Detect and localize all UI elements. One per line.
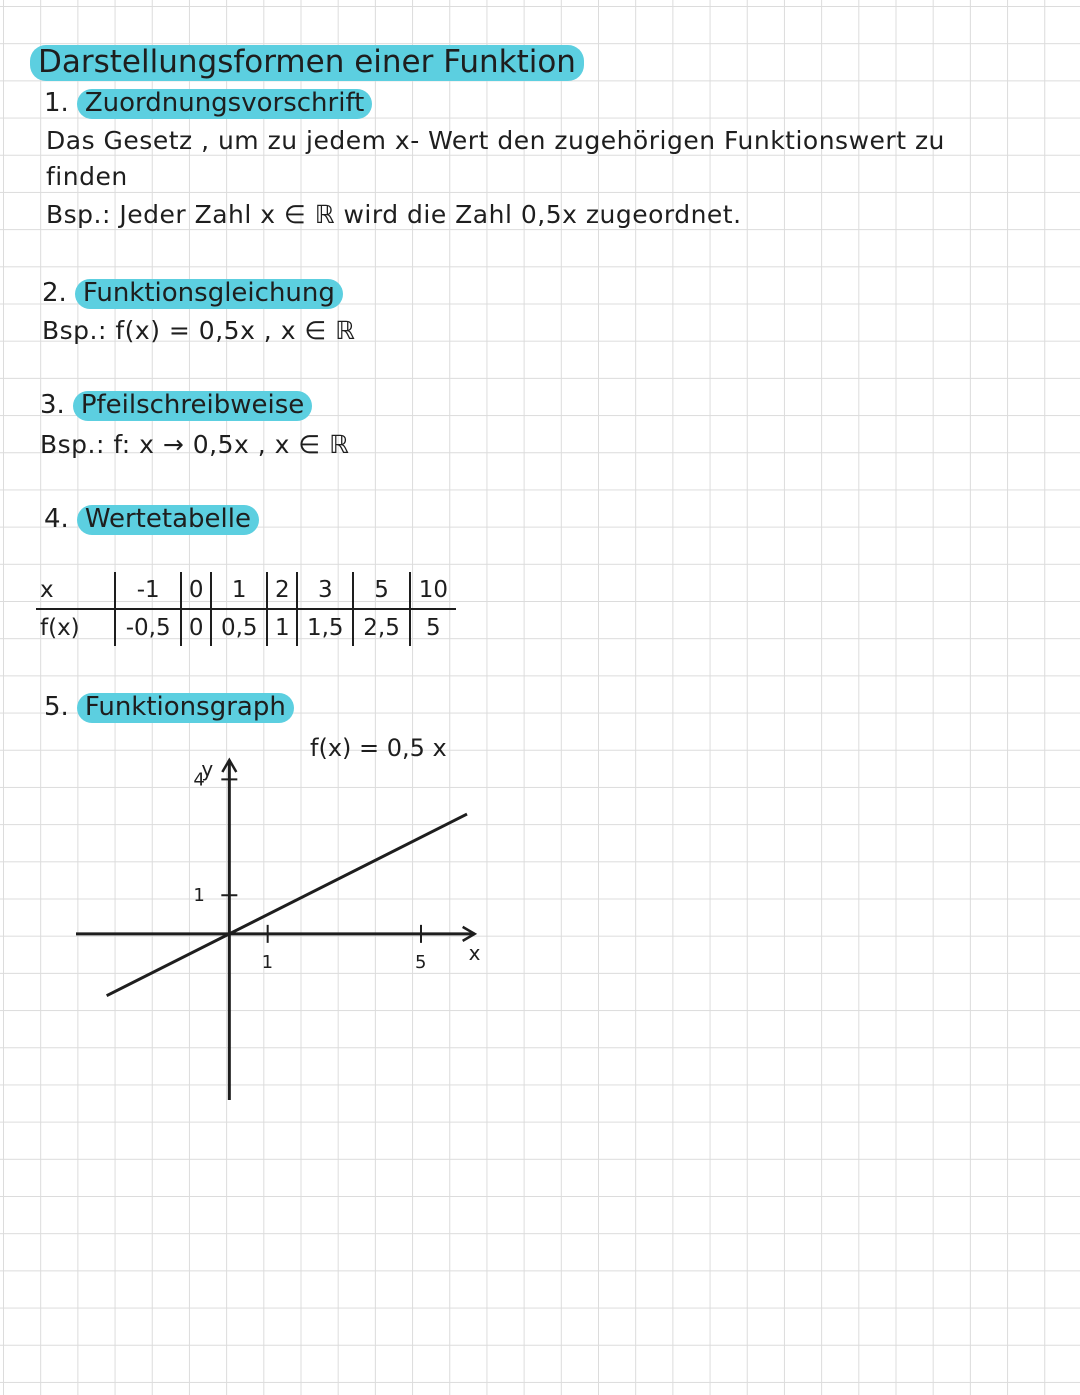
value-table-fx-row (36, 609, 456, 646)
section-1-text-line2: finden (46, 162, 128, 191)
x-value: 10 (410, 572, 456, 609)
section-1-heading: 1. Zuordnungsvorschrift (44, 88, 372, 119)
section-2-example: Bsp.: f(x) = 0,5x , x ∈ ℝ (42, 316, 356, 345)
fx-value: 0 (181, 609, 211, 646)
page-title: Darstellungsformen einer Funktion (30, 44, 584, 81)
x-tick-label: 5 (415, 951, 427, 973)
fx-value: 0,5 (211, 609, 267, 646)
x-label: x (36, 572, 115, 609)
fx-label: f(x) (40, 615, 80, 641)
x-value: 1 (211, 572, 267, 609)
section-4-heading: 4. Wertetabelle (44, 504, 259, 535)
x-axis-label: x (468, 940, 481, 965)
section-5-heading: 5. Funktionsgraph (44, 692, 294, 723)
section-3-example: Bsp.: f: x → 0,5x , x ∈ ℝ (40, 430, 350, 459)
section-1-example: Bsp.: Jeder Zahl x ∈ ℝ wird die Zahl 0,5x zugeordnet. (46, 200, 742, 229)
x-value: 0 (181, 572, 211, 609)
section-1-text-line1: Das Gesetz , um zu jedem x- Wert den zugehörigen Funktionswert zu (46, 126, 945, 155)
y-tick-label: 1 (193, 885, 205, 907)
x-value: 3 (297, 572, 353, 609)
function-line (107, 814, 467, 996)
section-2-heading: 2. Funktionsgleichung (42, 278, 343, 309)
graph-title: f(x) = 0,5 x (310, 734, 447, 762)
y-axis-label: y (201, 757, 214, 781)
fx-value: 2,5 (353, 609, 409, 646)
x-tick-label: 1 (261, 951, 274, 973)
x-value: -1 (115, 572, 181, 609)
section-3-heading: 3. Pfeilschreibweise (40, 390, 312, 421)
function-graph (60, 720, 500, 1110)
value-table (36, 572, 456, 646)
fx-value: 1,5 (297, 609, 353, 646)
y-tick-label: 4 (193, 769, 205, 791)
value-table-x-row (36, 572, 456, 609)
x-value: 2 (267, 572, 297, 609)
fx-value: 1 (267, 609, 297, 646)
x-value: 5 (353, 572, 409, 609)
fx-value: 5 (410, 609, 456, 646)
fx-value: -0,5 (115, 609, 181, 646)
